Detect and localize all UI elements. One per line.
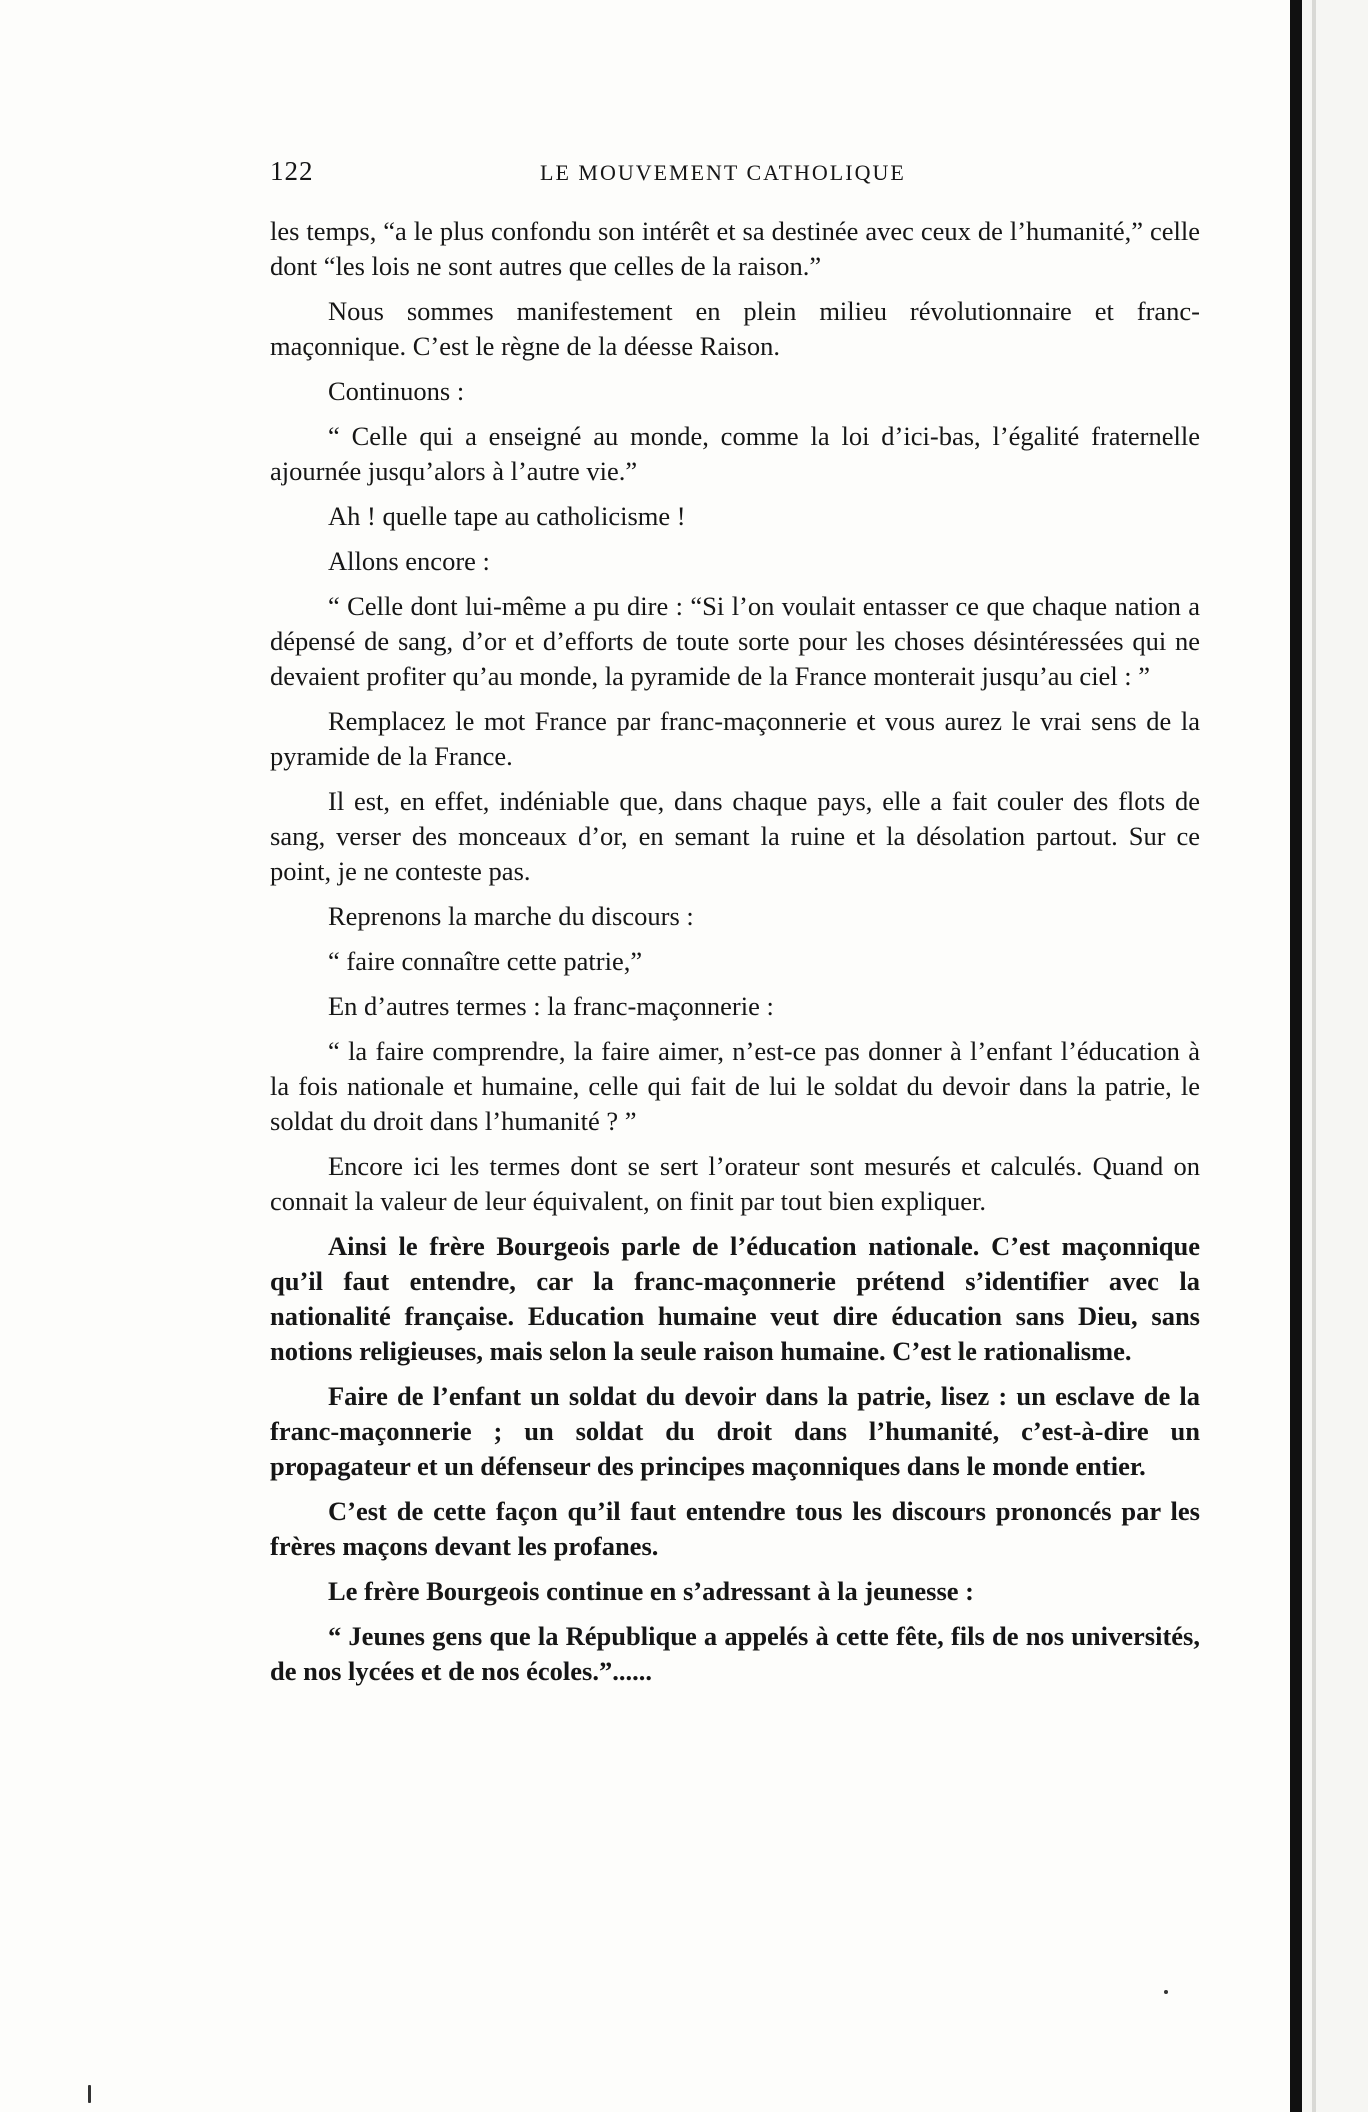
paragraph: C’est de cette façon qu’il faut entendre tous les discours prononcés par les frères maçons devant les profanes. xyxy=(270,1496,1200,1561)
adjacent-page-edge xyxy=(1312,0,1316,2112)
paragraph: Faire de l’enfant un soldat du devoir dans la patrie, lisez : un esclave de la franc-maçonnerie ; un soldat du droit dans l’humanité, c’est-à-dire un propagateur et un défenseur des principes maçonniques dans le monde entier. xyxy=(270,1381,1200,1481)
paragraph: En d’autres termes : la franc-maçonnerie : xyxy=(328,991,774,1021)
paragraph: Nous sommes manifestement en plein milieu révolutionnaire et franc-maçonnique. C’est le règne de la déesse Raison. xyxy=(270,296,1200,361)
paragraph: Ah ! quelle tape au catholicisme ! xyxy=(328,501,686,531)
paragraph: Reprenons la marche du discours : xyxy=(328,901,694,931)
page-header xyxy=(270,156,1200,196)
paragraph: Allons encore : xyxy=(328,546,490,576)
paragraph: “ Jeunes gens que la République a appelés à cette fête, fils de nos universités, de nos lycées et de nos écoles.”...... xyxy=(270,1621,1200,1686)
page-binding-edge xyxy=(1290,0,1302,2112)
paragraph: “ Celle qui a enseigné au monde, comme la loi d’ici-bas, l’égalité fraternelle ajournée jusqu’alors à l’autre vie.” xyxy=(270,421,1200,486)
paragraph: “ Celle dont lui-même a pu dire : “Si l’on voulait entasser ce que chaque nation a dépensé de sang, d’or et d’efforts de toute sorte pour les choses désintéressées qui ne devaient profiter qu’au monde, la pyramide de la France monterait jusqu’au ciel : ” xyxy=(270,591,1200,691)
scan-speck xyxy=(1164,1990,1168,1994)
paragraph: Il est, en effet, indéniable que, dans chaque pays, elle a fait couler des flots de sang, verser des monceaux d’or, en semant la ruine et la désolation partout. Sur ce point, je ne conteste pas. xyxy=(270,786,1200,886)
paragraph: Ainsi le frère Bourgeois parle de l’éducation nationale. C’est maçonnique qu’il faut entendre, car la franc-maçonnerie prétend s’identifier avec la nationalité française. Education humaine veut dire éducation sans Dieu, sans notions religieuses, mais selon la seule raison humaine. C’est le rationalisme. xyxy=(270,1231,1200,1366)
paragraph: “ la faire comprendre, la faire aimer, n’est-ce pas donner à l’enfant l’éducation à la fois nationale et humaine, celle qui fait de lui le soldat du devoir dans la patrie, le soldat du droit dans l’humanité ? ” xyxy=(270,1036,1200,1136)
paragraph: Remplacez le mot France par franc-maçonnerie et vous aurez le vrai sens de la pyramide de la France. xyxy=(270,706,1200,771)
paragraph: “ faire connaître cette patrie,” xyxy=(328,946,643,976)
scan-mark xyxy=(88,2085,91,2103)
paragraph: Encore ici les termes dont se sert l’orateur sont mesurés et calculés. Quand on connait la valeur de leur équivalent, on finit par tout bien expliquer. xyxy=(270,1151,1200,1216)
body-text xyxy=(270,214,1200,1699)
paragraph: Continuons : xyxy=(328,376,465,406)
running-title: LE MOUVEMENT CATHOLIQUE xyxy=(540,160,906,185)
paragraph: Le frère Bourgeois continue en s’adressant à la jeunesse : xyxy=(328,1576,975,1606)
page-number: 122 xyxy=(270,156,314,186)
paragraph: les temps, “a le plus confondu son intérêt et sa destinée avec ceux de l’humanité,” celle dont “les lois ne sont autres que celles de la raison.” xyxy=(270,216,1200,281)
